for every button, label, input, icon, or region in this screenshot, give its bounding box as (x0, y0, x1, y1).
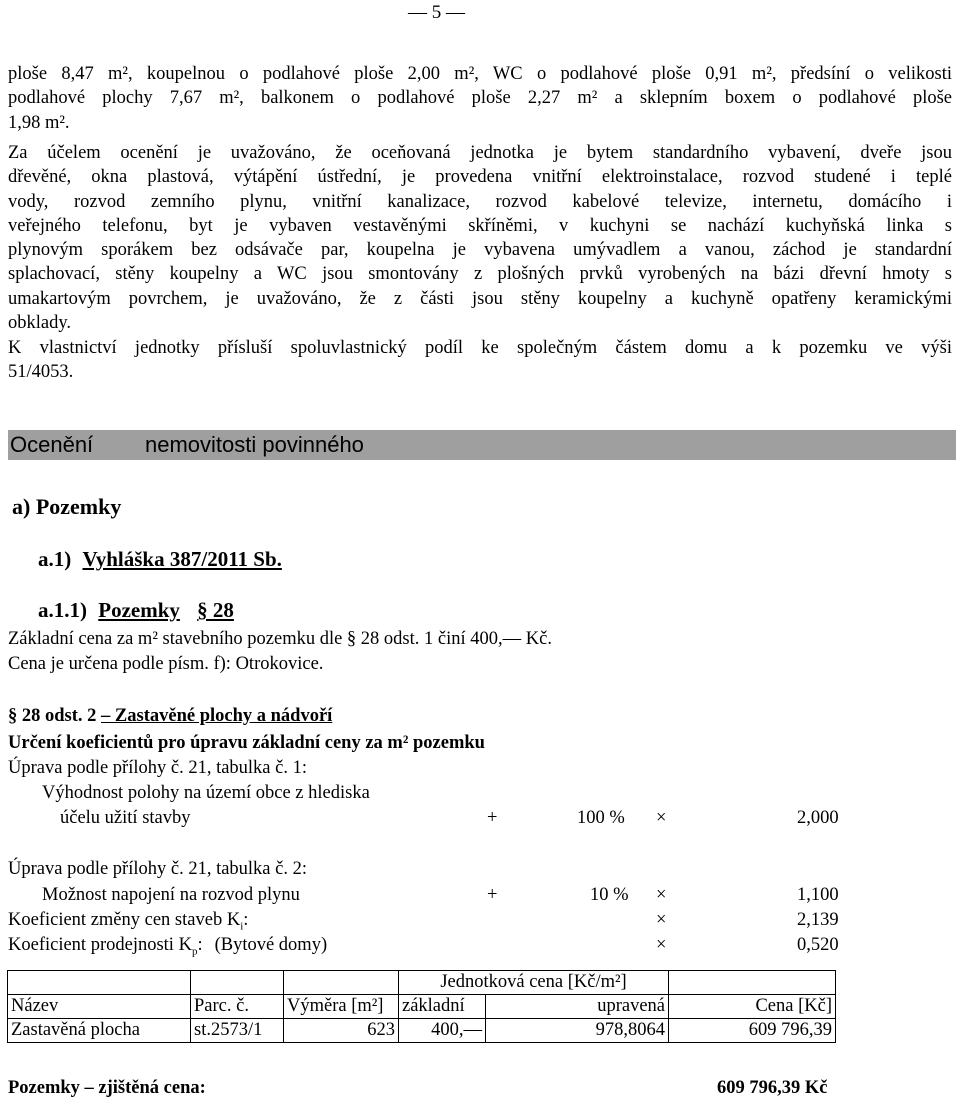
ki-label-text: Koeficient změny cen staveb K (8, 910, 241, 930)
base-price-line: Základní cena za m² stavebního pozemku dle § 28 odst. 1 činí 400,— Kč. (8, 629, 552, 649)
ownership-paragraph (8, 336, 952, 385)
section-a11-heading (38, 598, 234, 623)
par28-title: – Zastavěné plochy a nádvoří (101, 706, 333, 726)
table-cell: 623 (284, 1019, 399, 1043)
section-banner (8, 430, 956, 460)
page-number-value: 5 (431, 2, 442, 23)
description-line: splachovací, stěny koupelny a WC jsou smontovány z plošných prvků vyrobených na bázi dřevní hmoty s (8, 264, 952, 285)
kp-label-text: Koeficient prodejnosti K (8, 935, 192, 955)
description-paragraph (8, 141, 952, 335)
description-line: Za účelem ocenění je uvažováno, že oceňovaná jednotka je bytem standardního vybavení, dveře jsou (8, 143, 952, 163)
table2-title: Úprava podle přílohy č. 21, tabulka č. 2: (8, 859, 307, 879)
ki-colon: : (243, 910, 249, 930)
section-a11-paragraph: § 28 (197, 598, 234, 622)
description-line: plynovým sporákem bez odsávače par, koupelna je vybavena umývadlem a vanou, záchod je standardní (8, 240, 952, 261)
coef-value: 2,000 (797, 808, 839, 828)
table-row (8, 971, 836, 995)
times-icon: × (656, 808, 667, 828)
table1-label-1: Výhodnost polohy na území obce z hlediska (42, 783, 370, 803)
header-cell: upravená (486, 995, 669, 1019)
description-line: vody, rozvod zemního plynu, vnitřní kanalizace, rozvod kabelové televize, internetu, domácího i (8, 191, 952, 212)
table-cell: 400,— (399, 1019, 486, 1043)
par28-prefix: § 28 odst. 2 (8, 706, 97, 726)
banner-word-1: Ocenění (10, 432, 94, 457)
table-cell (191, 971, 284, 995)
intro-paragraph (8, 62, 952, 135)
section-a11-title: Pozemky (98, 598, 180, 622)
table-cell: 978,8064 (486, 1019, 669, 1043)
table2-label: Možnost napojení na rozvod plynu (42, 885, 300, 905)
banner-word-2: nemovitosti povinného (145, 432, 364, 457)
total-value: 609 796,39 Kč (717, 1078, 828, 1098)
percent-value: 10 % (590, 885, 629, 905)
header-cell: Parc. č. (191, 995, 284, 1019)
section-a-heading: a) Pozemky (12, 494, 122, 519)
table-cell: 609 796,39 (669, 1019, 836, 1043)
table-cell (8, 971, 191, 995)
ki-subscript: i (240, 920, 244, 933)
ownership-line-2: 51/4053. (8, 362, 74, 383)
table-cell (669, 971, 836, 995)
par28-heading (8, 706, 332, 727)
ki-label (8, 910, 248, 933)
table1-label-2: účelu užití stavby (60, 808, 191, 828)
plus-sign: + (487, 885, 498, 905)
ownership-line-1: K vlastnictví jednotky přísluší spoluvlastnický podíl ke společným částem domu a k pozemku ve výši (8, 338, 952, 358)
kp-label (8, 935, 327, 958)
coef-heading: Určení koeficientů pro úpravu základní ceny za m² pozemku (8, 733, 485, 753)
table-cell: st.2573/1 (191, 1019, 284, 1043)
table1-title: Úprava podle přílohy č. 21, tabulka č. 1: (8, 758, 307, 778)
section-a11-prefix: a.1.1) (38, 598, 87, 622)
table-row (8, 1019, 836, 1043)
price-table (7, 970, 836, 1043)
intro-line-1: ploše 8,47 m², koupelnou o podlahové ploše 2,00 m², WC o podlahové ploše 0,91 m², předsíní o velikosti (8, 64, 952, 84)
header-cell: Název (8, 995, 191, 1019)
description-line: obklady. (8, 313, 72, 334)
kp-subscript: p (191, 945, 198, 958)
times-icon: × (656, 935, 667, 955)
times-icon: × (656, 910, 667, 930)
header-cell: základní (399, 995, 486, 1019)
table-row (8, 995, 836, 1019)
header-cell: Výměra [m²] (284, 995, 399, 1019)
intro-line-2: podlahové plochy 7,67 m², balkonem o podlahové ploše 2,27 m² a sklepním boxem o podlahové ploše (8, 88, 952, 109)
kp-extra: (Bytové domy) (214, 935, 328, 955)
plus-sign: + (487, 808, 498, 828)
table-cell: Zastavěná plocha (8, 1019, 191, 1043)
kp-value: 0,520 (797, 935, 839, 955)
section-a1-prefix: a.1) (38, 547, 72, 571)
intro-line-3: 1,98 m². (8, 112, 70, 133)
description-line: dřevěné, okna plastová, výtápění ústřední, je provedena vnitřní elektroinstalace, rozvod studené i teplé (8, 167, 952, 188)
description-line: veřejného telefonu, byt je vybaven vestavěnými skříněmi, v kuchyni se nachází kuchyňská linka s (8, 215, 952, 236)
page-number: — 5 — (408, 2, 465, 23)
percent-value: 100 % (577, 808, 625, 828)
section-a1-title: Vyhláška 387/2011 Sb. (82, 547, 282, 571)
description-line: umakartovým povrchem, je uvažováno, že z části jsou stěny koupelny a kuchyně opatřeny keramickými (8, 288, 952, 309)
section-a1-heading (38, 547, 282, 572)
table-cell (284, 971, 399, 995)
coef-value: 1,100 (797, 885, 839, 905)
times-icon: × (656, 885, 667, 905)
group-header: Jednotková cena [Kč/m²] (399, 971, 669, 995)
kp-colon: : (197, 935, 203, 955)
total-label: Pozemky – zjištěná cena: (8, 1078, 206, 1098)
ki-value: 2,139 (797, 910, 839, 930)
header-cell: Cena [Kč] (669, 995, 836, 1019)
city-line: Cena je určena podle písm. f): Otrokovice. (8, 654, 324, 674)
